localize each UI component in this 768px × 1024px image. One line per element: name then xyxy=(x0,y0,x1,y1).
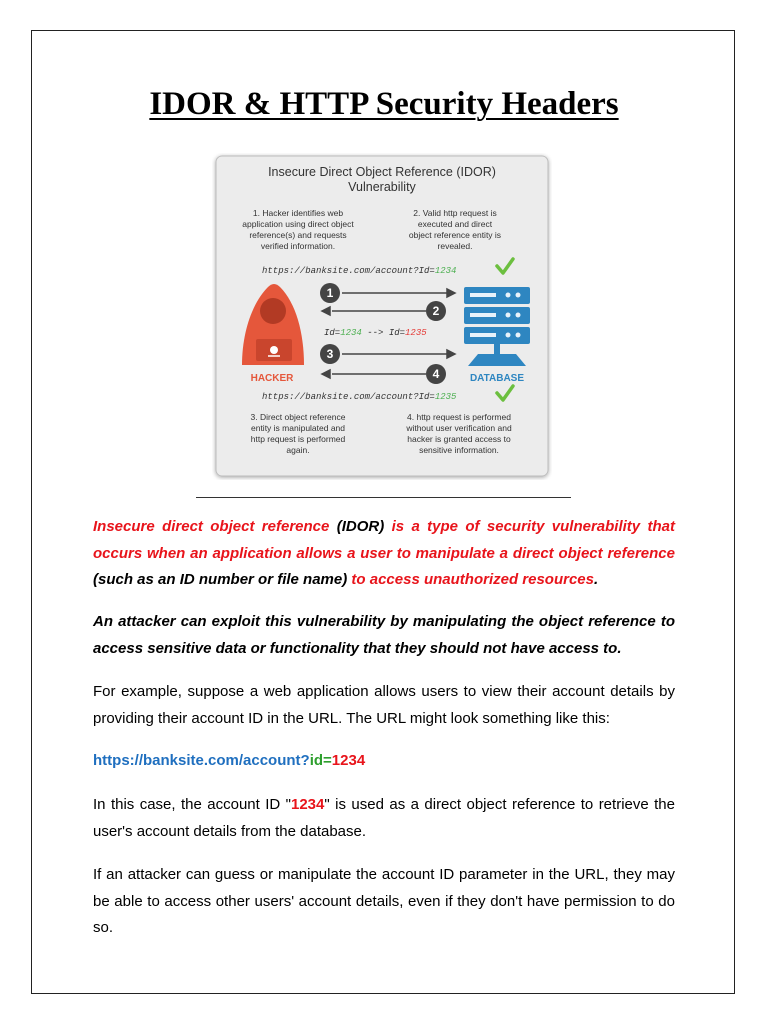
svg-text:entity is manipulated and: entity is manipulated and xyxy=(250,423,346,433)
idor-diagram-figure xyxy=(212,153,552,480)
svg-text:2: 2 xyxy=(432,304,440,318)
svg-text:application using direct objec: application using direct object xyxy=(242,219,354,229)
svg-text:verified information.: verified information. xyxy=(260,241,336,251)
diagram-heading-line2: Vulnerability xyxy=(348,180,416,194)
svg-text:executed and direct: executed and direct xyxy=(417,219,493,229)
svg-text:object reference entity is: object reference entity is xyxy=(408,230,502,240)
svg-text:sensitive information.: sensitive information. xyxy=(419,445,499,455)
database-label: DATABASE xyxy=(469,373,525,384)
svg-text:3: 3 xyxy=(326,347,334,361)
svg-text:again.: again. xyxy=(286,445,310,455)
url-2: https://banksite.com/account?Id=1235 xyxy=(262,392,457,402)
svg-text:1: 1 xyxy=(326,286,334,300)
paragraph-case: In this case, the account ID "1234" is used as a direct object reference to retrieve the user's account details from the database. xyxy=(93,796,675,840)
svg-text:3. Direct object reference: 3. Direct object reference xyxy=(250,412,346,422)
svg-text:reference(s) and requests: reference(s) and requests xyxy=(249,230,347,240)
example-url[interactable]: https://banksite.com/account?id=1234 xyxy=(93,752,366,769)
diagram-heading-line1: Insecure Direct Object Reference (IDOR) xyxy=(268,165,496,179)
divider-rule xyxy=(196,497,571,498)
svg-text:4. http request is performed: 4. http request is performed xyxy=(407,412,511,422)
svg-text:1. Hacker identifies web: 1. Hacker identifies web xyxy=(252,208,344,218)
paragraph-guess: If an attacker can guess or manipulate the account ID parameter in the URL, they may be able to access other users' account details, even if they don't have permission to do so. xyxy=(93,866,675,936)
paragraph-definition: Insecure direct object reference (IDOR) is a type of security vulnerability that occurs when an application allows a user to manipulate a direct object reference (such as an ID number or file name) to access unauthorized resources. xyxy=(93,518,675,588)
svg-text:2. Valid http request is: 2. Valid http request is xyxy=(413,208,497,218)
svg-text:hacker is granted access to: hacker is granted access to xyxy=(407,434,511,444)
url-1: https://banksite.com/account?Id=1234 xyxy=(262,266,457,276)
svg-text:without user verification and: without user verification and xyxy=(406,423,512,433)
paragraph-example: For example, suppose a web application allows users to view their account details by providing their account ID in the URL. The URL might look something like this: xyxy=(93,683,675,727)
svg-text:4: 4 xyxy=(432,367,440,381)
page-title: IDOR & HTTP Security Headers xyxy=(149,86,619,122)
id-change: Id=1234 --> Id=1235 xyxy=(324,328,427,338)
svg-text:revealed.: revealed. xyxy=(437,241,473,251)
svg-text:http request is performed: http request is performed xyxy=(250,434,346,444)
paragraph-attacker: An attacker can exploit this vulnerability by manipulating the object reference to access sensitive data or functionality that they should not have access to. xyxy=(93,613,675,657)
step4-text xyxy=(405,412,512,455)
hacker-label: HACKER xyxy=(250,373,294,384)
